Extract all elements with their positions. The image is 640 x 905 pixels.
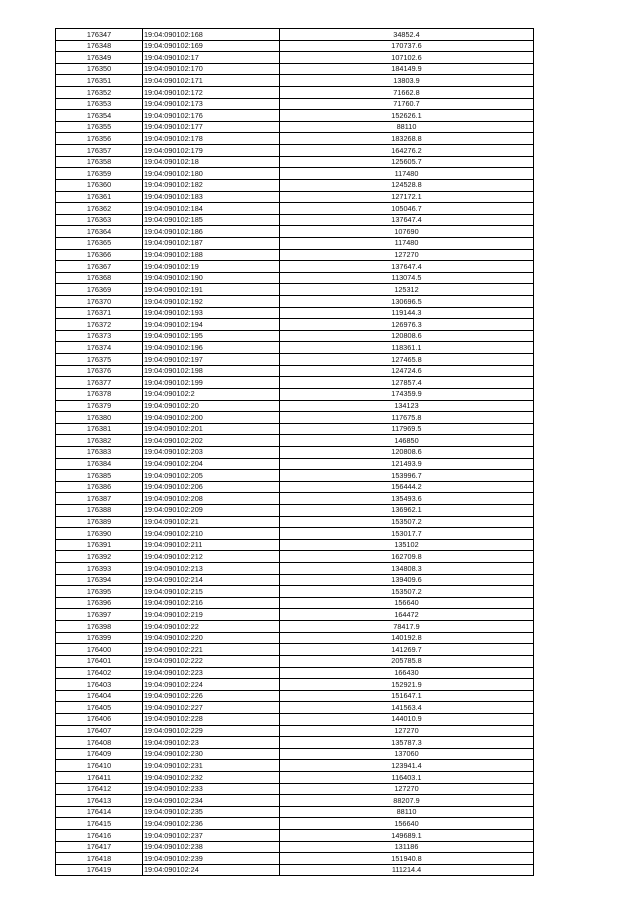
value-cell: 113074.5 (280, 272, 534, 284)
row-id-cell: 176352 (56, 87, 143, 99)
row-id-cell: 176364 (56, 226, 143, 238)
table-row (56, 679, 534, 691)
value-cell: 134123 (280, 400, 534, 412)
cadastral-number-cell: 19:04:090102:19 (143, 261, 280, 273)
cadastral-number-cell: 19:04:090102:182 (143, 179, 280, 191)
cadastral-number-cell: 19:04:090102:183 (143, 191, 280, 203)
cadastral-number-cell: 19:04:090102:195 (143, 330, 280, 342)
cadastral-number-cell: 19:04:090102:190 (143, 272, 280, 284)
table-body (56, 29, 534, 876)
value-cell: 125312 (280, 284, 534, 296)
row-id-cell: 176412 (56, 783, 143, 795)
cadastral-number-cell: 19:04:090102:229 (143, 725, 280, 737)
cadastral-number-cell: 19:04:090102:221 (143, 644, 280, 656)
cadastral-number-cell: 19:04:090102:208 (143, 493, 280, 505)
cadastral-number-cell: 19:04:090102:180 (143, 168, 280, 180)
cadastral-number-cell: 19:04:090102:237 (143, 830, 280, 842)
cadastral-number-cell: 19:04:090102:17 (143, 52, 280, 64)
value-cell: 153507.2 (280, 586, 534, 598)
value-cell: 111214.4 (280, 864, 534, 876)
cadastral-number-cell: 19:04:090102:192 (143, 296, 280, 308)
value-cell: 151647.1 (280, 690, 534, 702)
cadastral-number-cell: 19:04:090102:21 (143, 516, 280, 528)
value-cell: 130696.5 (280, 296, 534, 308)
table-row (56, 388, 534, 400)
row-id-cell: 176415 (56, 818, 143, 830)
cadastral-number-cell: 19:04:090102:198 (143, 365, 280, 377)
value-cell: 153996.7 (280, 470, 534, 482)
cadastral-number-cell: 19:04:090102:209 (143, 504, 280, 516)
table-row (56, 528, 534, 540)
row-id-cell: 176417 (56, 841, 143, 853)
table-row (56, 690, 534, 702)
table-row (56, 342, 534, 354)
table-row (56, 458, 534, 470)
row-id-cell: 176382 (56, 435, 143, 447)
row-id-cell: 176402 (56, 667, 143, 679)
cadastral-number-cell: 19:04:090102:179 (143, 145, 280, 157)
row-id-cell: 176409 (56, 748, 143, 760)
value-cell: 152626.1 (280, 110, 534, 122)
value-cell: 88207.9 (280, 795, 534, 807)
cadastral-number-cell: 19:04:090102:172 (143, 87, 280, 99)
document-page (55, 28, 531, 876)
cadastral-number-cell: 19:04:090102:231 (143, 760, 280, 772)
value-cell: 34852.4 (280, 29, 534, 41)
table-row (56, 330, 534, 342)
table-row (56, 307, 534, 319)
value-cell: 137647.4 (280, 214, 534, 226)
table-row (56, 29, 534, 41)
value-cell: 78417.9 (280, 621, 534, 633)
table-row (56, 249, 534, 261)
value-cell: 127270 (280, 249, 534, 261)
table-row (56, 98, 534, 110)
cadastral-number-cell: 19:04:090102:23 (143, 737, 280, 749)
row-id-cell: 176410 (56, 760, 143, 772)
row-id-cell: 176385 (56, 470, 143, 482)
cadastral-number-cell: 19:04:090102:210 (143, 528, 280, 540)
cadastral-number-cell: 19:04:090102:230 (143, 748, 280, 760)
table-row (56, 75, 534, 87)
cadastral-number-cell: 19:04:090102:22 (143, 621, 280, 633)
row-id-cell: 176375 (56, 354, 143, 366)
cadastral-number-cell: 19:04:090102:196 (143, 342, 280, 354)
value-cell: 164472 (280, 609, 534, 621)
table-row (56, 110, 534, 122)
row-id-cell: 176399 (56, 632, 143, 644)
row-id-cell: 176389 (56, 516, 143, 528)
value-cell: 135493.6 (280, 493, 534, 505)
row-id-cell: 176397 (56, 609, 143, 621)
value-cell: 105046.7 (280, 203, 534, 215)
table-row (56, 354, 534, 366)
row-id-cell: 176348 (56, 40, 143, 52)
row-id-cell: 176396 (56, 597, 143, 609)
table-row (56, 133, 534, 145)
row-id-cell: 176387 (56, 493, 143, 505)
cadastral-number-cell: 19:04:090102:212 (143, 551, 280, 563)
value-cell: 156640 (280, 597, 534, 609)
table-row (56, 818, 534, 830)
table-row (56, 783, 534, 795)
row-id-cell: 176357 (56, 145, 143, 157)
cadastral-number-cell: 19:04:090102:227 (143, 702, 280, 714)
value-cell: 144010.9 (280, 713, 534, 725)
cadastral-number-cell: 19:04:090102:223 (143, 667, 280, 679)
table-row (56, 296, 534, 308)
table-row (56, 644, 534, 656)
cadastral-number-cell: 19:04:090102:224 (143, 679, 280, 691)
table-row (56, 435, 534, 447)
table-row (56, 621, 534, 633)
cadastral-number-cell: 19:04:090102:214 (143, 574, 280, 586)
cadastral-number-cell: 19:04:090102:238 (143, 841, 280, 853)
row-id-cell: 176381 (56, 423, 143, 435)
value-cell: 71760.7 (280, 98, 534, 110)
table-row (56, 830, 534, 842)
table-row (56, 772, 534, 784)
value-cell: 135787.3 (280, 737, 534, 749)
row-id-cell: 176401 (56, 655, 143, 667)
row-id-cell: 176374 (56, 342, 143, 354)
cadastral-number-cell: 19:04:090102:200 (143, 412, 280, 424)
value-cell: 174359.9 (280, 388, 534, 400)
table-row (56, 63, 534, 75)
table-row (56, 760, 534, 772)
table-row (56, 377, 534, 389)
table-row (56, 319, 534, 331)
row-id-cell: 176370 (56, 296, 143, 308)
value-cell: 88110 (280, 806, 534, 818)
value-cell: 135102 (280, 539, 534, 551)
table-row (56, 539, 534, 551)
row-id-cell: 176391 (56, 539, 143, 551)
cadastral-number-cell: 19:04:090102:187 (143, 237, 280, 249)
value-cell: 146850 (280, 435, 534, 447)
table-row (56, 841, 534, 853)
table-row (56, 853, 534, 865)
cadastral-number-cell: 19:04:090102:222 (143, 655, 280, 667)
cadastral-number-cell: 19:04:090102:185 (143, 214, 280, 226)
table-row (56, 586, 534, 598)
value-cell: 170737.6 (280, 40, 534, 52)
table-row (56, 446, 534, 458)
cadastral-number-cell: 19:04:090102:171 (143, 75, 280, 87)
value-cell: 117675.8 (280, 412, 534, 424)
row-id-cell: 176416 (56, 830, 143, 842)
row-id-cell: 176356 (56, 133, 143, 145)
value-cell: 120808.6 (280, 446, 534, 458)
cadastral-number-cell: 19:04:090102:203 (143, 446, 280, 458)
cadastral-number-cell: 19:04:090102:194 (143, 319, 280, 331)
cadastral-number-cell: 19:04:090102:239 (143, 853, 280, 865)
cadastral-number-cell: 19:04:090102:219 (143, 609, 280, 621)
value-cell: 127465.8 (280, 354, 534, 366)
cadastral-number-cell: 19:04:090102:199 (143, 377, 280, 389)
table-row (56, 156, 534, 168)
table-row (56, 412, 534, 424)
table-row (56, 504, 534, 516)
value-cell: 117480 (280, 168, 534, 180)
cadastral-number-cell: 19:04:090102:24 (143, 864, 280, 876)
table-row (56, 481, 534, 493)
value-cell: 149689.1 (280, 830, 534, 842)
table-row (56, 121, 534, 133)
value-cell: 137060 (280, 748, 534, 760)
value-cell: 124724.6 (280, 365, 534, 377)
table-row (56, 864, 534, 876)
value-cell: 107690 (280, 226, 534, 238)
row-id-cell: 176347 (56, 29, 143, 41)
row-id-cell: 176380 (56, 412, 143, 424)
value-cell: 13803.9 (280, 75, 534, 87)
row-id-cell: 176390 (56, 528, 143, 540)
cadastral-number-cell: 19:04:090102:235 (143, 806, 280, 818)
row-id-cell: 176378 (56, 388, 143, 400)
cadastral-number-cell: 19:04:090102:220 (143, 632, 280, 644)
table-row (56, 551, 534, 563)
table-row (56, 145, 534, 157)
cadastral-number-cell: 19:04:090102:233 (143, 783, 280, 795)
value-cell: 124528.8 (280, 179, 534, 191)
value-cell: 183268.8 (280, 133, 534, 145)
table-row (56, 609, 534, 621)
cadastral-number-cell: 19:04:090102:215 (143, 586, 280, 598)
row-id-cell: 176376 (56, 365, 143, 377)
value-cell: 184149.9 (280, 63, 534, 75)
table-row (56, 725, 534, 737)
row-id-cell: 176362 (56, 203, 143, 215)
row-id-cell: 176408 (56, 737, 143, 749)
table-row (56, 795, 534, 807)
row-id-cell: 176358 (56, 156, 143, 168)
value-cell: 166430 (280, 667, 534, 679)
table-row (56, 272, 534, 284)
table-row (56, 597, 534, 609)
table-row (56, 655, 534, 667)
row-id-cell: 176361 (56, 191, 143, 203)
row-id-cell: 176386 (56, 481, 143, 493)
value-cell: 125605.7 (280, 156, 534, 168)
cadastral-number-cell: 19:04:090102:236 (143, 818, 280, 830)
value-cell: 153017.7 (280, 528, 534, 540)
table-row (56, 203, 534, 215)
table-row (56, 365, 534, 377)
table-row (56, 470, 534, 482)
cadastral-number-cell: 19:04:090102:178 (143, 133, 280, 145)
row-id-cell: 176367 (56, 261, 143, 273)
value-cell: 88110 (280, 121, 534, 133)
value-cell: 141563.4 (280, 702, 534, 714)
row-id-cell: 176351 (56, 75, 143, 87)
row-id-cell: 176371 (56, 307, 143, 319)
value-cell: 156640 (280, 818, 534, 830)
cadastral-number-cell: 19:04:090102:191 (143, 284, 280, 296)
cadastral-number-cell: 19:04:090102:2 (143, 388, 280, 400)
row-id-cell: 176354 (56, 110, 143, 122)
row-id-cell: 176411 (56, 772, 143, 784)
cadastral-number-cell: 19:04:090102:216 (143, 597, 280, 609)
value-cell: 139409.6 (280, 574, 534, 586)
row-id-cell: 176395 (56, 586, 143, 598)
value-cell: 120808.6 (280, 330, 534, 342)
row-id-cell: 176373 (56, 330, 143, 342)
value-cell: 131186 (280, 841, 534, 853)
cadastral-number-cell: 19:04:090102:168 (143, 29, 280, 41)
row-id-cell: 176353 (56, 98, 143, 110)
cadastral-number-cell: 19:04:090102:211 (143, 539, 280, 551)
table-row (56, 226, 534, 238)
row-id-cell: 176392 (56, 551, 143, 563)
row-id-cell: 176403 (56, 679, 143, 691)
value-cell: 123941.4 (280, 760, 534, 772)
table-row (56, 748, 534, 760)
row-id-cell: 176349 (56, 52, 143, 64)
cadastral-number-cell: 19:04:090102:234 (143, 795, 280, 807)
cadastral-number-cell: 19:04:090102:184 (143, 203, 280, 215)
row-id-cell: 176359 (56, 168, 143, 180)
cadastral-number-cell: 19:04:090102:232 (143, 772, 280, 784)
table-row (56, 191, 534, 203)
table-row (56, 713, 534, 725)
value-cell: 205785.8 (280, 655, 534, 667)
value-cell: 126976.3 (280, 319, 534, 331)
cadastral-number-cell: 19:04:090102:197 (143, 354, 280, 366)
row-id-cell: 176366 (56, 249, 143, 261)
table-row (56, 574, 534, 586)
row-id-cell: 176393 (56, 563, 143, 575)
row-id-cell: 176394 (56, 574, 143, 586)
table-row (56, 179, 534, 191)
row-id-cell: 176368 (56, 272, 143, 284)
row-id-cell: 176405 (56, 702, 143, 714)
cadastral-number-cell: 19:04:090102:193 (143, 307, 280, 319)
cadastral-number-cell: 19:04:090102:226 (143, 690, 280, 702)
table-row (56, 237, 534, 249)
value-cell: 162709.8 (280, 551, 534, 563)
cadastral-number-cell: 19:04:090102:228 (143, 713, 280, 725)
row-id-cell: 176398 (56, 621, 143, 633)
value-cell: 121493.9 (280, 458, 534, 470)
cadastral-number-cell: 19:04:090102:188 (143, 249, 280, 261)
cadastral-number-cell: 19:04:090102:213 (143, 563, 280, 575)
row-id-cell: 176383 (56, 446, 143, 458)
row-id-cell: 176419 (56, 864, 143, 876)
value-cell: 127857.4 (280, 377, 534, 389)
row-id-cell: 176388 (56, 504, 143, 516)
table-row (56, 87, 534, 99)
table-row (56, 214, 534, 226)
value-cell: 117969.5 (280, 423, 534, 435)
table-row (56, 702, 534, 714)
value-cell: 116403.1 (280, 772, 534, 784)
row-id-cell: 176360 (56, 179, 143, 191)
row-id-cell: 176365 (56, 237, 143, 249)
row-id-cell: 176414 (56, 806, 143, 818)
row-id-cell: 176379 (56, 400, 143, 412)
value-cell: 127270 (280, 783, 534, 795)
cadastral-number-cell: 19:04:090102:205 (143, 470, 280, 482)
cadastral-number-cell: 19:04:090102:20 (143, 400, 280, 412)
cadastral-number-cell: 19:04:090102:173 (143, 98, 280, 110)
cadastral-number-cell: 19:04:090102:201 (143, 423, 280, 435)
value-cell: 156444.2 (280, 481, 534, 493)
row-id-cell: 176384 (56, 458, 143, 470)
cadastral-number-cell: 19:04:090102:169 (143, 40, 280, 52)
table-row (56, 516, 534, 528)
row-id-cell: 176406 (56, 713, 143, 725)
value-cell: 71662.8 (280, 87, 534, 99)
row-id-cell: 176404 (56, 690, 143, 702)
row-id-cell: 176400 (56, 644, 143, 656)
row-id-cell: 176355 (56, 121, 143, 133)
table-row (56, 284, 534, 296)
table-row (56, 806, 534, 818)
value-cell: 164276.2 (280, 145, 534, 157)
value-cell: 151940.8 (280, 853, 534, 865)
value-cell: 136962.1 (280, 504, 534, 516)
row-id-cell: 176372 (56, 319, 143, 331)
value-cell: 141269.7 (280, 644, 534, 656)
cadastral-number-cell: 19:04:090102:18 (143, 156, 280, 168)
table-row (56, 261, 534, 273)
value-cell: 118361.1 (280, 342, 534, 354)
table-row (56, 493, 534, 505)
value-cell: 140192.8 (280, 632, 534, 644)
data-table (55, 28, 534, 876)
table-row (56, 667, 534, 679)
row-id-cell: 176369 (56, 284, 143, 296)
cadastral-number-cell: 19:04:090102:206 (143, 481, 280, 493)
cadastral-number-cell: 19:04:090102:170 (143, 63, 280, 75)
table-row (56, 563, 534, 575)
table-row (56, 400, 534, 412)
table-row (56, 423, 534, 435)
cadastral-number-cell: 19:04:090102:204 (143, 458, 280, 470)
row-id-cell: 176350 (56, 63, 143, 75)
value-cell: 134808.3 (280, 563, 534, 575)
value-cell: 107102.6 (280, 52, 534, 64)
table-row (56, 632, 534, 644)
row-id-cell: 176418 (56, 853, 143, 865)
value-cell: 127270 (280, 725, 534, 737)
cadastral-number-cell: 19:04:090102:202 (143, 435, 280, 447)
value-cell: 153507.2 (280, 516, 534, 528)
cadastral-number-cell: 19:04:090102:186 (143, 226, 280, 238)
cadastral-number-cell: 19:04:090102:176 (143, 110, 280, 122)
row-id-cell: 176363 (56, 214, 143, 226)
value-cell: 152921.9 (280, 679, 534, 691)
value-cell: 117480 (280, 237, 534, 249)
row-id-cell: 176377 (56, 377, 143, 389)
value-cell: 137647.4 (280, 261, 534, 273)
table-row (56, 52, 534, 64)
row-id-cell: 176413 (56, 795, 143, 807)
table-row (56, 737, 534, 749)
table-row (56, 40, 534, 52)
table-row (56, 168, 534, 180)
value-cell: 119144.3 (280, 307, 534, 319)
value-cell: 127172.1 (280, 191, 534, 203)
row-id-cell: 176407 (56, 725, 143, 737)
cadastral-number-cell: 19:04:090102:177 (143, 121, 280, 133)
